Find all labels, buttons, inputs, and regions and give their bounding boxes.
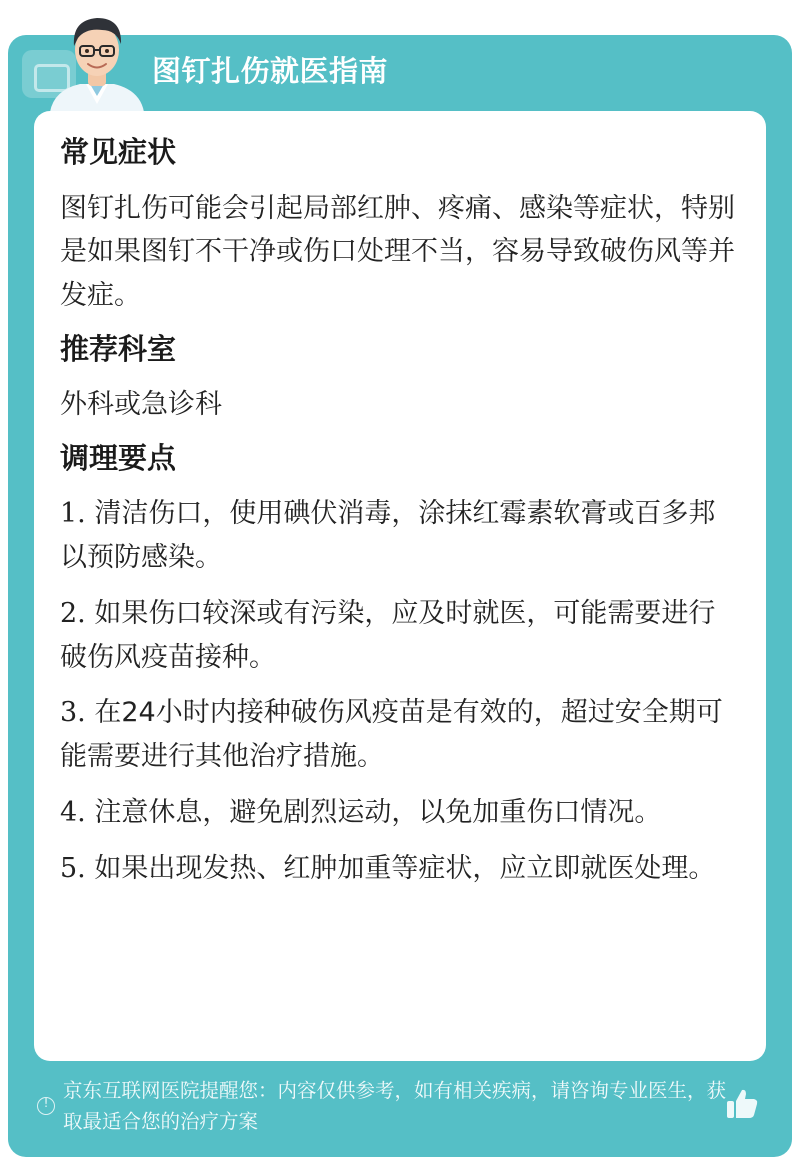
thumbs-up-icon[interactable] <box>724 1086 760 1122</box>
department-heading: 推荐科室 <box>60 331 177 366</box>
item-number: 4. <box>60 796 86 828</box>
item-text: 在24小时内接种破伤风疫苗是有效的，超过安全期可能需要进行其他治疗措施。 <box>60 697 723 773</box>
symptoms-text: 图钉扎伤可能会引起局部红肿、疼痛、感染等症状，特别是如果图钉不干净或伤口处理不当，容易导致破伤风等并发症。 <box>60 192 735 311</box>
page-title: 图钉扎伤就医指南 <box>152 54 389 88</box>
list-item <box>60 791 740 835</box>
item-text: 清洁伤口，使用碘伏消毒，涂抹红霉素软膏或百多邦以预防感染。 <box>60 498 716 574</box>
department-text: 外科或急诊科 <box>60 389 222 421</box>
item-number: 5. <box>60 852 86 884</box>
item-text: 注意休息，避免剧烈运动，以免加重伤口情况。 <box>94 796 662 828</box>
list-item <box>60 847 740 891</box>
list-item <box>60 492 740 579</box>
item-number: 3. <box>60 697 86 729</box>
doctor-avatar <box>42 8 152 112</box>
list-item <box>60 691 740 778</box>
info-icon <box>37 1097 55 1115</box>
item-text: 如果出现发热、红肿加重等症状，应立即就医处理。 <box>94 852 716 884</box>
list-item <box>60 592 740 679</box>
item-number: 1. <box>60 498 86 530</box>
content-card <box>34 111 766 1061</box>
care-heading: 调理要点 <box>60 440 177 475</box>
disclaimer-text: 京东互联网医院提醒您：内容仅供参考，如有相关疾病，请咨询专业医生，获取最适合您的治疗方案 <box>63 1079 727 1133</box>
item-text: 如果伤口较深或有污染，应及时就医，可能需要进行破伤风疫苗接种。 <box>60 597 716 673</box>
symptoms-heading: 常见症状 <box>60 135 177 169</box>
item-number: 2. <box>60 597 86 629</box>
